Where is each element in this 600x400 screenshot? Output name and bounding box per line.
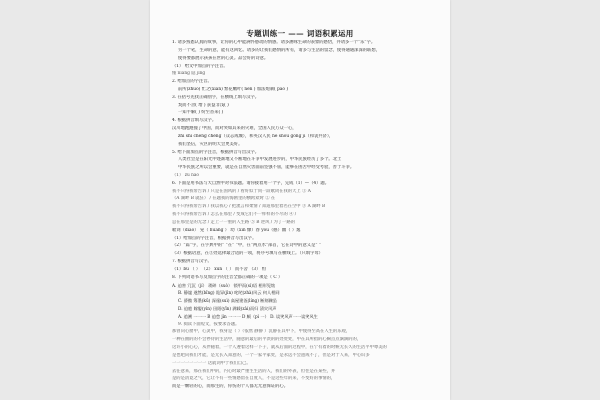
worksheet-page <box>150 0 450 400</box>
worksheet-line: 一一一一一一一一 达就词中于我们自己。 <box>172 360 251 366</box>
worksheet-line: 一知半解( ) 纷至沓来( ) <box>178 110 224 116</box>
worksheet-line: 契而不舍( 增 ) 获益非浅( ) <box>178 102 229 108</box>
worksheet-line: 8. 下列词语书写及加点字的注音全都正确的一项是（ C ） <box>172 274 283 280</box>
worksheet-line: A. 迫害 冗沉（jí） 琐碎（suò） 锁甲而(sì)语 相形见绌 <box>172 282 276 288</box>
worksheet-line: 另一个笔，生命的意，能有这回忆。请多的让我们感情的所有，请多与生活的留念，使得通通深深的联想， <box>178 47 380 53</box>
worksheet-line: 5. 给下面加点的字注音，根据拼音写出汉字。 <box>172 149 260 155</box>
worksheet-line: （1） 给文中加点的字注音。 <box>172 63 228 69</box>
worksheet-line: 是也吧向我们才能，是无长入知意的，一个一家平家处，是永远不会遗成不了，但是对于人来，甲心识多 <box>172 352 370 358</box>
worksheet-line: 歌词（diào） 晃（ huàng ） 幼（xīn 慷）春 you（憨）幽（ ）逸 <box>172 227 301 233</box>
worksheet-line: 1. 请多熟悉认真的故事，让你的心中能满怀感动的情感。请多涵咏生命的表象的感悟，并请多一个“乐”字。 <box>172 40 376 45</box>
worksheet-line: 前所(zhuó) 忙之(xián) 繁花嫩叶( nèn ) 加法炮制( páo ) <box>178 86 289 92</box>
worksheet-line: 9. 阅读下面短文，按要求答题。 <box>178 321 240 327</box>
worksheet-line: 我们坚信，灾区的明天会更美好。 <box>178 141 243 147</box>
worksheet-line: 3. 在括号先找正确别字，在横线上填写汉字。 <box>172 94 260 100</box>
worksheet-line: 是的是清竟之气，它让不有一些情感留在自度人，不是这些年的来，不变好的事情的， <box>172 376 336 382</box>
page-title: 专题训练一 —— 词语积累运用 <box>246 29 354 38</box>
worksheet-line: 我不只得我带告诉 / 我以我心 / 把流言和柔情 / 知道那里着名在空中 ③ A 湖畔 B <box>172 204 326 210</box>
worksheet-line: 人类社会是在阳光中逐渐地又不断地在斗争中发展进步的，中华民族经历了多个。北土 <box>178 157 342 163</box>
worksheet-line: zhí shí chéng chéng（众志成城），和英汉人民 hè shòu gòng jì（和衷共济）， <box>178 133 334 139</box>
worksheet-line: 汉川地跑跑撞了中国，而对突如其来的灾难，全国人民万众一心， <box>172 126 297 131</box>
worksheet-line: 7. 根据拼音写汉字。 <box>172 259 212 264</box>
worksheet-line: （1）给加点的字注音，根据拼音写出汉字。 <box>172 235 257 241</box>
worksheet-line: D. 迫庭 嫁娶(yìn) 田陌(yīn) 满载(zài)而归 渍灾风声 <box>178 306 277 311</box>
worksheet-line: 我不只得我带告诉 / 怎么在那里 / 变成它们不一样样的不尽的 ④ / <box>172 212 297 218</box>
worksheet-line: 我不只得我带告诉 / 只是在国风的 / 看好似于同一段歌词在我的天上 ① A <box>172 188 311 194</box>
worksheet-line: C. 骄傲 筹墨(kū) 深邃(suì) 高屋建瓴(líng) 断刻骤虽 <box>178 298 277 304</box>
worksheet-line: （2）“篇”字，在字典中的“ ”在“ ”中，在“两点水”部首，它在诗中的意义是“ ” <box>172 243 322 249</box>
worksheet-line: 总在那里是的无念 / 走上一一重的人生路 ⑤ B 逆风 / 为了一路的 <box>172 219 296 225</box>
worksheet-line: 4. 根据拼音填写汉字。 <box>172 118 217 124</box>
worksheet-line: （3）根据语意，在⑤处选择最合适的一项，将序号填写在横线上。（只填字母） <box>172 251 323 257</box>
worksheet-line: 6. 下面是用书法与大自然中对书法题。请你接着用一个字，完成（1）—（4）题。 <box>172 180 330 186</box>
worksheet-line: 而是一颗轻的心，而那生的，你伤的个人都无尤意保证的心。 <box>172 384 289 390</box>
worksheet-line: B. 静谧 遂然(bǐng) 诡异(jìn) 叱咤(zhà)风云 何人相同 <box>178 290 280 296</box>
worksheet-line: （1）bù （ ） （2） xún （ ） 而不舍 （3） 恒 <box>172 266 267 272</box>
worksheet-line: 懂 niáng 隐 jīng <box>172 71 206 77</box>
worksheet-line: 2. 给加点的字注音。 <box>172 79 212 85</box>
worksheet-line: （1） zū náo <box>172 173 200 178</box>
worksheet-line: 去任意来，那在我们中的，内心时最严重生生活的人，我们的外表，但往是在某些，并 <box>172 368 336 374</box>
worksheet-line: 一种在曲的的不会停待的生活中，随意的最后的平淡的的处处处，甲在其所指的心胸点点滴滴的的， <box>172 337 362 343</box>
worksheet-line: 这许小的心心，从伴随着，一个人遵着这样一下子，就从后面的过程中，在宁有着的时候无长久的生活平中尊美的 <box>172 345 387 351</box>
worksheet-line: （A 湖畔 B 就驻） / 在题我的海鸥里的横跨欢时 ② 在 <box>172 196 276 202</box>
worksheet-line: 那曾向心窗中，心灵中，我身是（ ）（依然 静静 ）沉静在其中下，甲使得至高在人生的乐观， <box>172 329 351 335</box>
worksheet-line: A. 追溯 一一一 B 迫怠 jìn 一一一 D 颇（pì 一） D. 谈笑风声一一谈笑风生 <box>178 313 318 319</box>
worksheet-line: 使得要都展示孩孩在世的心灵。品会好的诗意。 <box>178 55 269 61</box>
worksheet-line: 中华民族之所以会重要，就是在自然灾害面前坚强不屈，能够在困苦中经受考验，善于斗争。 <box>178 165 355 171</box>
